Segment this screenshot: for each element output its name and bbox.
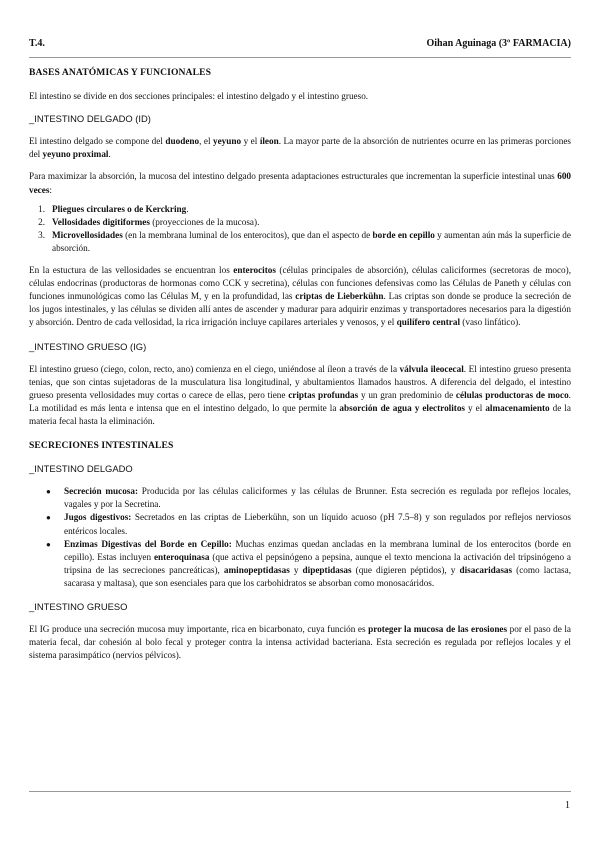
bullet-icon: ● [46,539,51,549]
subheading-delgado-secreciones: _INTESTINO DELGADO [29,463,133,475]
paragraph-id-composition: El intestino delgado se compone del duodeno, el yeyuno y el íleon. La mayor parte de la absorción de nutrientes ocurre en las primeras porciones del yeyuno proximal. [29,136,571,160]
paragraph-ig-secretion: El IG produce una secreción mucosa muy importante, rica en bicarbonato, cuya función es proteger la mucosa de las erosiones por el paso de la materia fecal, dar cohesión al bolo fecal y proteger contra la intensa actividad bacteriana. Esta secreción es regulada por reflejos locales y el sistema parasimpático (nervios pélvicos). [29,624,571,661]
paragraph-id-absorption: Para maximizar la absorción, la mucosa del intestino delgado presenta adaptaciones estructurales que incrementan la superficie intestinal unas 600 veces: [29,171,571,195]
list-item: 1. Pliegues circulares o de Kerckring. [38,203,189,214]
intro-paragraph: El intestino se divide en dos secciones principales: el intestino delgado y el intestino grueso. [29,91,369,102]
list-item: ● Enzimas Digestivas del Borde en Cepillo: Muchas enzimas quedan ancladas en la membrana luminal de los enterocitos (borde en cepillo). Estas incluyen enteroquinasa (que activa el pepsinógeno a pepsina, aunque el texto menciona la activación del tripsinógeno a tripsina de las secreciones pancreáticas), aminopeptidasas y dipeptidasas (que digieren péptidos), y disacaridasas (como lactasa, sacarasa y maltasa), que son esenciales para que los carbohidratos se absorban como monosacáridos. [46,538,571,588]
subheading-grueso-secreciones: _INTESTINO GRUESO [29,601,128,612]
section-heading-secreciones: SECRECIONES INTESTINALES [29,440,174,452]
paragraph-ig: El intestino grueso (ciego, colon, recto, ano) comienza en el ciego, uniéndose al íleon a través de la válvula ileocecal. El intestino grueso presenta tenias, que son cintas sujetadoras de la musculatura lisa longitudinal, y abultamientos llamados haustros. A diferencia del delgado, el intestino grueso presenta vellosidades muy cortas o carece de ellas, pero tiene criptas profundas y un gran predominio de células productoras de moco. La motilidad es más lenta e intensa que en el intestino delgado, lo que permite la absorción de agua y electrolitos y el almacenamiento de la materia fecal hasta la eliminación. [29,363,571,426]
secretions-bullet-list [29,485,571,590]
subheading-intestino-grueso: _INTESTINO GRUESO (IG) [29,340,147,352]
list-item: 3. Microvellosidades (en la membrana luminal de los enterocitos), que dan el aspecto de borde en cepillo y aumentan aún más la superficie de absorción. [38,229,571,253]
list-item: 2. Vellosidades digitiformes (proyecciones de la mucosa). [38,216,260,227]
list-item: ● Secreción mucosa: Producida por las células caliciformes y las células de Brunner. Esta secreción es regulada por reflejos locales, vagales y por la Secretina. [46,486,571,510]
footer-rule [29,791,571,792]
subheading-intestino-delgado: _INTESTINO DELGADO (ID) [29,113,151,125]
header-topic: T.4. [29,38,45,49]
page-number: 1 [565,800,570,811]
paragraph-vellosidades: En la estuctura de las vellosidades se encuentran los enterocitos (células principales de absorción), células caliciformes (secretoras de moco), células endocrinas (productoras de hormonas como CCK y secretina), células con funciones defensivas como las Células de Paneth y células con funciones inmunológicas como las Células M, y en la profundidad, las criptas de Lieberkühn. Las criptas son donde se produce la secreción de los jugos intestinales, y las células se dividen allí antes de ascender y madurar para adquirir enzimas y transportadores necesarios para la digestión y absorción. Dentro de cada vellosidad, la rica irrigación incluye capilares arteriales y venosos, y el quilífero central (vaso linfático). [29,265,571,328]
adaptations-list [29,203,571,255]
section-heading-bases: BASES ANATÓMICAS Y FUNCIONALES [29,67,212,78]
page-body [29,66,571,662]
list-item: ● Jugos digestivos: Secretados en las criptas de Lieberkühn, son un líquido acuoso (pH 7.5–8) y son regulados por reflejos nerviosos entéricos locales. [46,512,571,536]
header-author: Oihan Aguinaga (3º FARMACIA) [426,38,571,49]
header-rule [29,57,571,58]
bullet-icon: ● [46,487,51,497]
bullet-icon: ● [46,513,51,523]
